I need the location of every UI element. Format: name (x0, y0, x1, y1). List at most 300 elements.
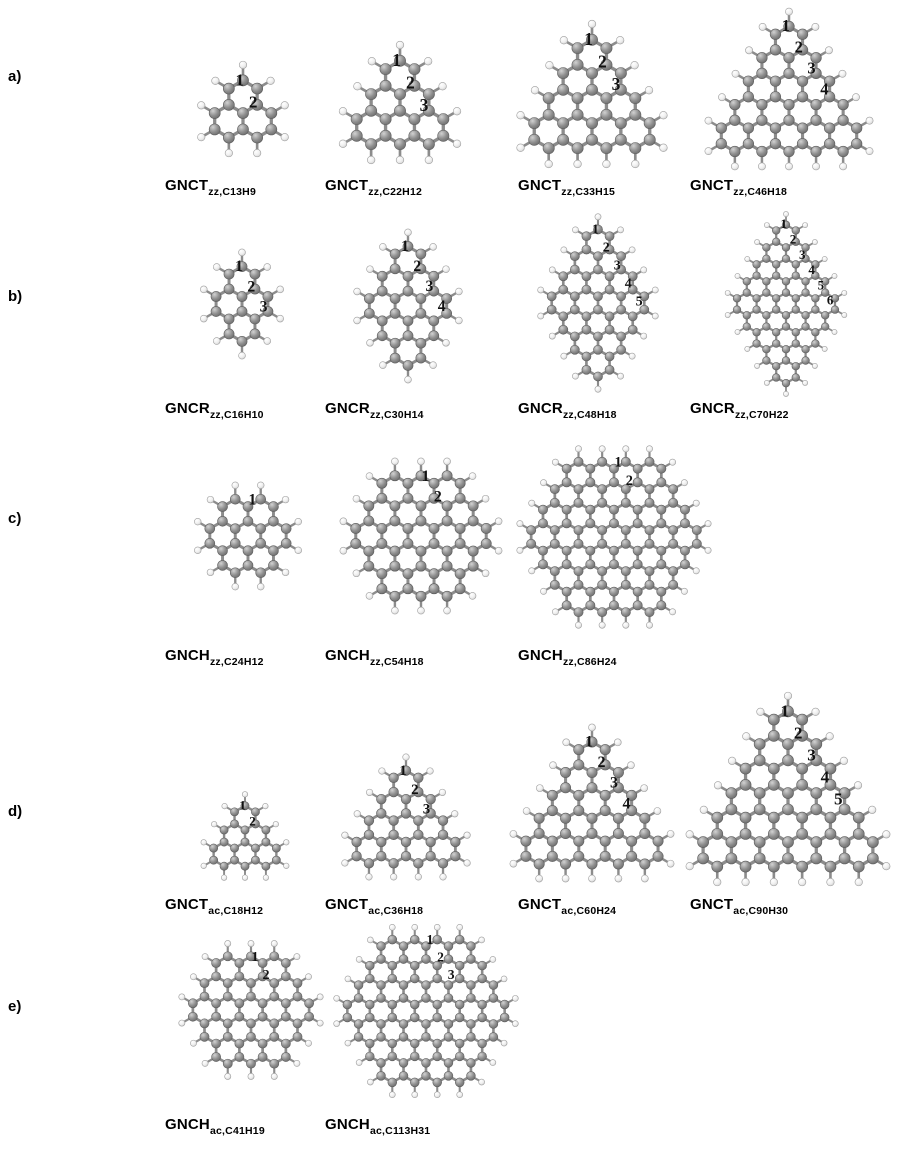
carbon-atom (422, 994, 431, 1003)
carbon-atom (753, 306, 761, 314)
carbon-atom (772, 328, 780, 336)
carbon-atom (281, 958, 290, 967)
carbon-atom (754, 739, 765, 750)
carbon-atom (657, 560, 666, 569)
hydrogen-atom (430, 243, 437, 250)
hydrogen-atom (490, 956, 496, 962)
hydrogen-atom (415, 874, 422, 881)
carbon-atom (626, 836, 636, 846)
carbon-atom (630, 143, 641, 154)
carbon-atom (692, 539, 701, 548)
carbon-atom (547, 805, 557, 815)
carbon-atom (246, 992, 255, 1001)
carbon-atom (212, 958, 221, 967)
hydrogen-atom (822, 256, 827, 261)
carbon-atom (413, 816, 423, 826)
carbon-atom (621, 567, 630, 576)
site-number: 3 (611, 73, 621, 94)
carbon-atom (772, 340, 780, 348)
carbon-atom (390, 264, 400, 274)
carbon-atom (615, 118, 626, 129)
carbon-atom (598, 485, 607, 494)
hydrogen-atom (812, 163, 819, 170)
carbon-atom (467, 1020, 476, 1029)
hydrogen-atom (201, 840, 207, 846)
carbon-atom (377, 286, 387, 296)
site-number: 1 (392, 49, 402, 70)
carbon-atom (853, 812, 864, 823)
carbon-atom (390, 591, 400, 601)
molecule-GNCH-zz-C54H18 (337, 456, 505, 616)
carbon-atom (224, 269, 234, 279)
carbon-atom (281, 1012, 290, 1021)
carbon-atom (782, 278, 790, 286)
carbon-atom (768, 763, 779, 774)
carbon-atom (423, 138, 434, 149)
carbon-atom (237, 291, 247, 301)
carbon-atom (657, 505, 666, 514)
carbon-atom (598, 526, 607, 535)
carbon-atom (680, 519, 689, 528)
carbon-atom (633, 546, 642, 555)
carbon-atom (754, 837, 765, 848)
hydrogen-atom (207, 569, 214, 576)
carbon-atom (680, 546, 689, 555)
molecule-label (518, 647, 617, 667)
hydrogen-atom (825, 47, 832, 54)
carbon-atom (455, 523, 465, 533)
carbon-atom (609, 519, 618, 528)
hydrogen-atom (354, 82, 362, 90)
carbon-atom (390, 338, 400, 348)
carbon-atom (657, 478, 666, 487)
hydrogen-atom (510, 830, 517, 837)
hydrogen-atom (221, 875, 227, 881)
molecule-label-subscript: ac,C18H12 (208, 905, 264, 917)
carbon-atom (792, 272, 800, 280)
carbon-atom (547, 851, 557, 861)
carbon-atom (557, 118, 568, 129)
carbon-atom (209, 108, 220, 119)
carbon-atom (657, 587, 666, 596)
carbon-atom (562, 519, 571, 528)
carbon-atom (256, 568, 266, 578)
hydrogen-atom (826, 733, 834, 741)
hydrogen-atom (453, 139, 461, 147)
hydrogen-atom (200, 315, 207, 322)
carbon-atom (772, 261, 780, 269)
carbon-atom (390, 501, 400, 511)
carbon-atom (281, 1052, 290, 1061)
carbon-atom (376, 809, 386, 819)
carbon-atom (210, 844, 218, 852)
carbon-atom (600, 805, 610, 815)
molecule-label-subscript: zz,C54H18 (369, 656, 424, 668)
hydrogen-atom (510, 860, 517, 867)
carbon-atom (698, 837, 709, 848)
hydrogen-atom (705, 117, 712, 124)
carbon-atom (772, 306, 780, 314)
molecule-GNCT-zz-C46H18 (686, 6, 892, 172)
carbon-atom (365, 974, 374, 983)
carbon-atom (617, 332, 626, 341)
carbon-atom (401, 794, 411, 804)
hydrogen-atom (222, 803, 228, 809)
carbon-atom (468, 501, 478, 511)
hydrogen-atom (367, 156, 375, 164)
carbon-atom (550, 539, 559, 548)
carbon-atom (188, 999, 197, 1008)
hydrogen-atom (615, 875, 622, 882)
hydrogen-atom (812, 363, 817, 368)
carbon-atom (268, 502, 278, 512)
site-number: 4 (808, 262, 815, 278)
carbon-atom (268, 546, 278, 556)
hydrogen-atom (356, 1060, 362, 1066)
carbon-atom (586, 505, 595, 514)
row-label-d: d) (8, 803, 23, 820)
carbon-atom (797, 828, 808, 839)
hydrogen-atom (827, 878, 835, 886)
hydrogen-atom (718, 94, 725, 101)
hydrogen-atom (391, 607, 398, 614)
hydrogen-atom (785, 163, 792, 170)
hydrogen-atom (616, 36, 624, 44)
row-label-e: e) (8, 998, 22, 1015)
hydrogen-atom (444, 458, 451, 465)
carbon-atom (394, 138, 405, 149)
carbon-atom (782, 837, 793, 848)
hydrogen-atom (529, 568, 535, 574)
carbon-atom (489, 1020, 498, 1029)
carbon-atom (628, 312, 637, 321)
site-number: 6 (826, 292, 834, 308)
site-number: 2 (602, 239, 610, 256)
carbon-atom (680, 505, 689, 514)
hydrogen-atom (641, 333, 647, 339)
carbon-atom (712, 812, 723, 823)
carbon-atom (365, 1039, 374, 1048)
carbon-atom (543, 93, 554, 104)
site-number: 1 (235, 70, 245, 90)
carbon-atom (416, 501, 426, 511)
carbon-atom (188, 1012, 197, 1021)
hydrogen-atom (379, 243, 386, 250)
molecule-label-subscript: zz,C24H12 (209, 656, 264, 668)
hydrogen-atom (641, 785, 648, 792)
hydrogen-atom (367, 1079, 373, 1085)
hydrogen-atom (197, 133, 205, 141)
carbon-atom (422, 1033, 431, 1042)
carbon-atom (481, 538, 491, 548)
carbon-atom (230, 494, 240, 504)
molecule-GNCT-zz-C22H12 (330, 39, 470, 166)
carbon-atom (782, 739, 793, 750)
carbon-atom (784, 99, 795, 110)
carbon-atom (824, 138, 835, 149)
carbon-atom (390, 546, 400, 556)
carbon-atom (438, 113, 449, 124)
hydrogen-atom (396, 156, 404, 164)
carbon-atom (669, 539, 678, 548)
carbon-atom (621, 526, 630, 535)
carbon-atom (669, 567, 678, 576)
hydrogen-atom (803, 222, 808, 227)
hydrogen-atom (239, 249, 246, 256)
carbon-atom (433, 974, 442, 983)
carbon-atom (223, 132, 234, 143)
hydrogen-atom (412, 924, 418, 930)
carbon-atom (365, 1052, 374, 1061)
carbon-atom (478, 1013, 487, 1022)
carbon-atom (256, 538, 266, 548)
hydrogen-atom (345, 1040, 351, 1046)
carbon-atom (281, 972, 290, 981)
hydrogen-atom (232, 583, 239, 590)
carbon-atom (389, 787, 399, 797)
hydrogen-atom (342, 860, 349, 867)
molecule-GNCR-zz-C70H22 (710, 210, 862, 398)
carbon-atom (772, 238, 780, 246)
hydrogen-atom (202, 954, 208, 960)
carbon-atom (268, 560, 278, 570)
carbon-atom (413, 858, 423, 868)
carbon-atom (757, 52, 768, 63)
carbon-atom (598, 457, 607, 466)
carbon-atom (268, 516, 278, 526)
hydrogen-atom (273, 821, 279, 827)
molecule-label-main: GNCH (518, 647, 563, 664)
carbon-atom (867, 853, 878, 864)
molecule-label (325, 400, 424, 420)
carbon-atom (389, 830, 399, 840)
hydrogen-atom (563, 739, 570, 746)
carbon-atom (388, 1052, 397, 1061)
carbon-atom (455, 935, 464, 944)
carbon-atom (538, 519, 547, 528)
molecule-label (518, 177, 615, 197)
carbon-atom (609, 505, 618, 514)
carbon-atom (388, 961, 397, 970)
hydrogen-atom (277, 286, 284, 293)
carbon-atom (422, 1071, 431, 1080)
carbon-atom (811, 853, 822, 864)
carbon-atom (351, 523, 361, 533)
carbon-atom (797, 779, 808, 790)
carbon-atom (726, 804, 737, 815)
carbon-atom (572, 59, 583, 70)
carbon-atom (410, 1052, 419, 1061)
carbon-atom (763, 323, 771, 331)
hydrogen-atom (334, 995, 340, 1001)
carbon-atom (413, 830, 423, 840)
carbon-atom (399, 942, 408, 951)
carbon-atom (438, 816, 448, 826)
carbon-atom (562, 601, 571, 610)
carbon-atom (633, 587, 642, 596)
carbon-atom (605, 365, 614, 374)
carbon-atom (782, 357, 790, 365)
carbon-atom (598, 580, 607, 589)
carbon-atom (586, 478, 595, 487)
carbon-atom (621, 539, 630, 548)
carbon-atom (768, 714, 779, 725)
carbon-atom (743, 278, 751, 286)
carbon-atom (377, 942, 386, 951)
hydrogen-atom (693, 500, 699, 506)
molecule-GNCR-zz-C48H18 (533, 212, 663, 394)
carbon-atom (388, 1013, 397, 1022)
hydrogen-atom (294, 954, 300, 960)
carbon-atom (582, 325, 591, 334)
hydrogen-atom (629, 353, 635, 359)
carbon-atom (825, 828, 836, 839)
carbon-atom (270, 979, 279, 988)
carbon-atom (377, 523, 387, 533)
carbon-atom (500, 1013, 509, 1022)
carbon-atom (388, 974, 397, 983)
carbon-atom (390, 561, 400, 571)
carbon-atom (811, 99, 822, 110)
carbon-atom (615, 134, 626, 145)
carbon-atom (601, 143, 612, 154)
carbon-atom (433, 1052, 442, 1061)
carbon-atom (582, 285, 591, 294)
site-number: 1 (426, 932, 434, 948)
carbon-atom (429, 523, 439, 533)
carbon-atom (521, 836, 531, 846)
carbon-atom (633, 464, 642, 473)
hydrogen-atom (667, 860, 674, 867)
site-number: 1 (399, 762, 407, 779)
hydrogen-atom (536, 785, 543, 792)
carbon-atom (230, 856, 238, 864)
carbon-atom (200, 992, 209, 1001)
carbon-atom (258, 1012, 267, 1021)
carbon-atom (782, 255, 790, 263)
carbon-atom (821, 323, 829, 331)
carbon-atom (235, 958, 244, 967)
carbon-atom (256, 494, 266, 504)
carbon-atom (401, 837, 411, 847)
site-number: 5 (635, 293, 643, 310)
hydrogen-atom (469, 473, 476, 480)
carbon-atom (438, 858, 448, 868)
carbon-atom (364, 816, 374, 826)
hydrogen-atom (464, 860, 471, 867)
carbon-atom (730, 115, 741, 126)
carbon-atom (455, 961, 464, 970)
carbon-atom (388, 1078, 397, 1087)
carbon-atom (205, 524, 215, 534)
carbon-atom (582, 365, 591, 374)
carbon-atom (403, 493, 413, 503)
carbon-atom (442, 516, 452, 526)
carbon-atom (838, 146, 849, 157)
carbon-atom (784, 115, 795, 126)
carbon-atom (250, 329, 260, 339)
carbon-atom (560, 783, 570, 793)
carbon-atom (416, 561, 426, 571)
row-label-b: b) (8, 288, 23, 305)
hydrogen-atom (354, 317, 361, 324)
molecule-label-subscript: ac,C41H19 (209, 1125, 265, 1137)
hydrogen-atom (549, 267, 555, 273)
hydrogen-atom (267, 77, 275, 85)
carbon-atom (455, 569, 465, 579)
site-number: 1 (781, 16, 790, 36)
carbon-atom (574, 744, 584, 754)
carbon-atom (422, 1020, 431, 1029)
carbon-atom (403, 286, 413, 296)
site-number: 1 (614, 454, 622, 471)
site-number: 3 (425, 278, 434, 296)
molecule-label-subscript: zz,C70H22 (734, 409, 789, 421)
carbon-atom (224, 284, 234, 294)
hydrogen-atom (295, 547, 302, 554)
carbon-atom (653, 851, 663, 861)
carbon-atom (593, 252, 602, 261)
hydrogen-atom (731, 163, 738, 170)
carbon-atom (351, 130, 362, 141)
hydrogen-atom (725, 290, 730, 295)
carbon-atom (851, 138, 862, 149)
hydrogen-atom (354, 288, 361, 295)
carbon-atom (410, 935, 419, 944)
carbon-atom (401, 809, 411, 819)
carbon-atom (633, 478, 642, 487)
carbon-atom (399, 1033, 408, 1042)
hydrogen-atom (822, 346, 827, 351)
carbon-atom (550, 485, 559, 494)
hydrogen-atom (271, 940, 277, 946)
hydrogen-atom (342, 832, 349, 839)
carbon-atom (365, 961, 374, 970)
carbon-atom (586, 118, 597, 129)
carbon-atom (605, 352, 614, 361)
carbon-atom (390, 471, 400, 481)
molecule-GNCT-ac-C60H24 (501, 722, 683, 884)
carbon-atom (574, 805, 584, 815)
carbon-atom (256, 524, 266, 534)
site-number: 2 (625, 473, 633, 490)
carbon-atom (613, 813, 623, 823)
carbon-atom (586, 68, 597, 79)
carbon-atom (587, 859, 597, 869)
carbon-atom (343, 1000, 352, 1009)
carbon-atom (797, 138, 808, 149)
carbon-atom (377, 493, 387, 503)
carbon-atom (657, 546, 666, 555)
hydrogen-atom (284, 863, 290, 869)
carbon-atom (574, 567, 583, 576)
hydrogen-atom (854, 782, 862, 790)
carbon-atom (237, 108, 248, 119)
site-number: 5 (834, 789, 843, 809)
carbon-atom (251, 856, 259, 864)
hydrogen-atom (305, 974, 311, 980)
carbon-atom (410, 974, 419, 983)
carbon-atom (811, 115, 822, 126)
site-number: 2 (794, 37, 803, 57)
molecule-label (325, 896, 423, 916)
carbon-atom (645, 539, 654, 548)
carbon-atom (797, 92, 808, 103)
carbon-atom (438, 830, 448, 840)
site-number: 1 (401, 237, 409, 255)
carbon-atom (390, 353, 400, 363)
carbon-atom (657, 601, 666, 610)
